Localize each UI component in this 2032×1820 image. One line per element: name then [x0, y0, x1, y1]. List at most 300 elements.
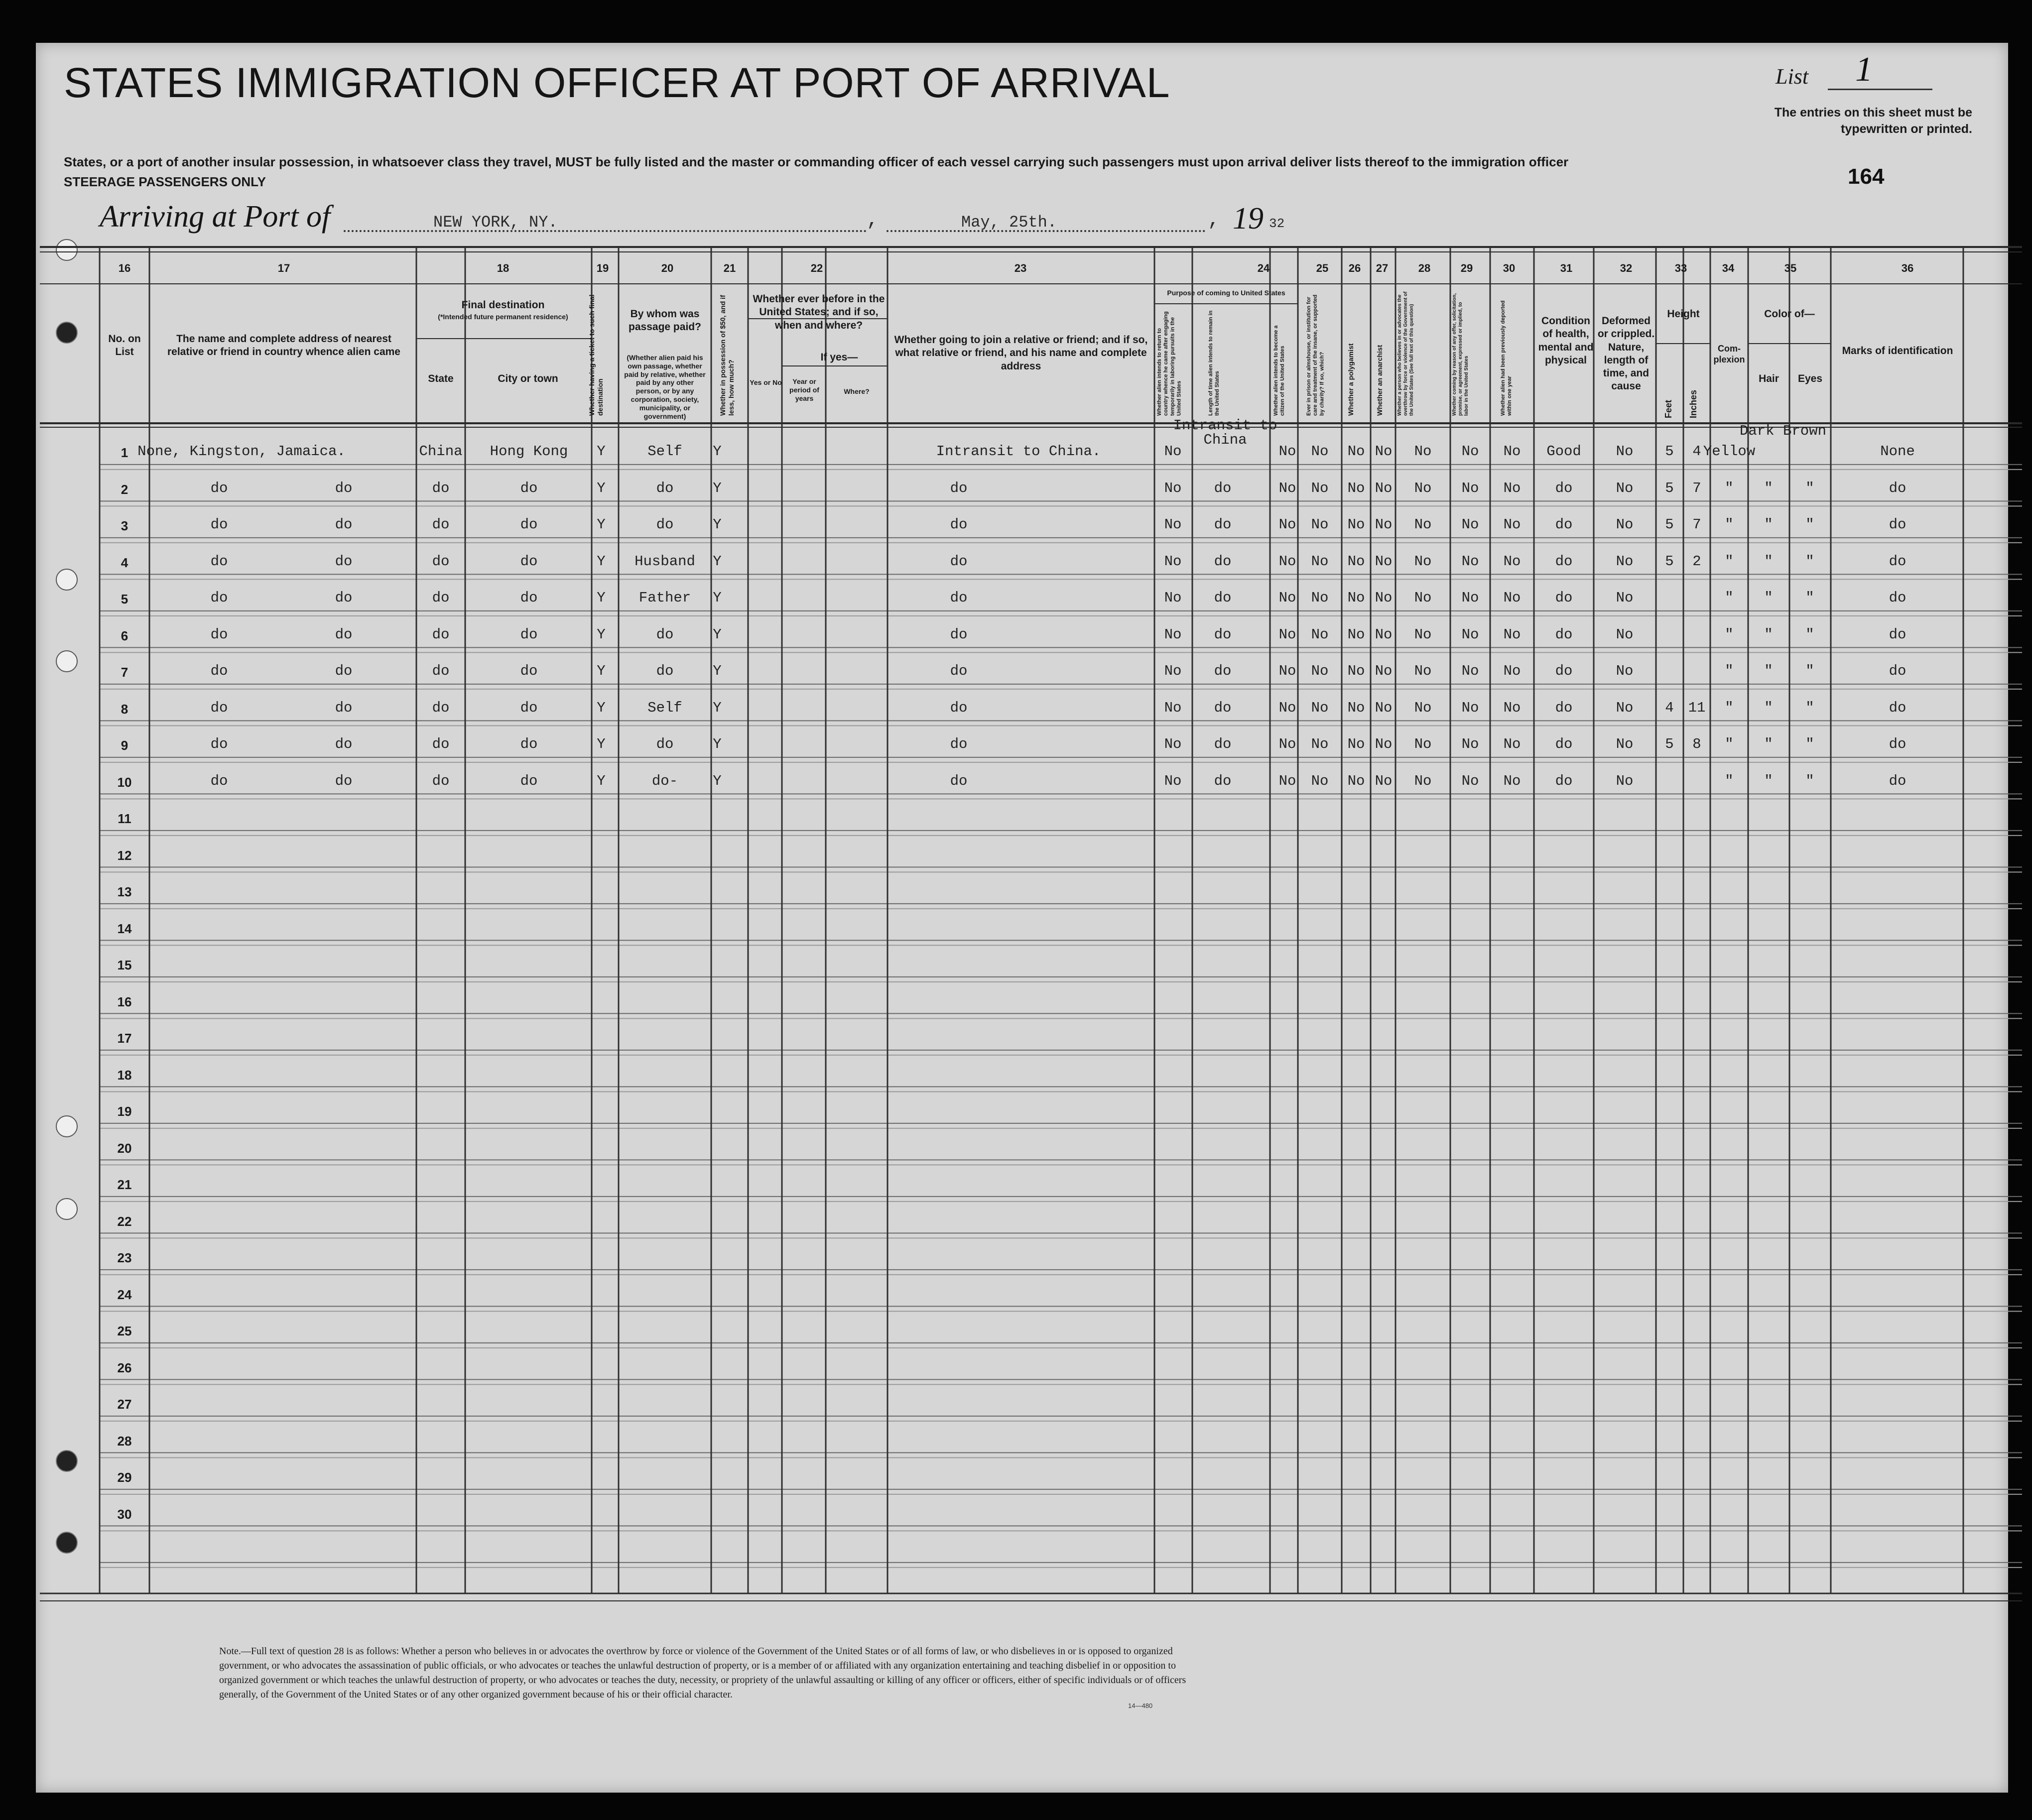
cell-q28: No — [1414, 626, 1432, 643]
header-purpose-b: Length of time alien intends to remain in the United States — [1208, 310, 1221, 416]
header-relative: The name and complete address of nearest relative or friend in country whence alien came — [167, 333, 400, 358]
cell-p-b: do — [1214, 516, 1232, 533]
cell-q28: No — [1414, 590, 1432, 606]
cell-inches: 2 — [1692, 553, 1701, 570]
row-number: 26 — [117, 1360, 132, 1375]
instructions-text: States, or a port of another insular possession, in whatsoever class they travel, MUST be fully listed and the master or commanding officer of each vessel carrying such passengers must upon arrival deliver lists thereof to the immigration officer — [64, 154, 1569, 169]
cell-fifty: Y — [713, 663, 722, 679]
cell-anarchist: No — [1375, 663, 1393, 679]
cell-city: Hong Kong — [490, 443, 568, 460]
cell-q28: No — [1414, 772, 1432, 789]
row-number: 15 — [117, 958, 132, 972]
cell-feet: 5 — [1665, 516, 1674, 533]
cell-hair: " — [1764, 480, 1773, 496]
header-if-yes: If yes— — [820, 352, 858, 363]
cell-prison: No — [1311, 516, 1329, 533]
cell-paid-by: Husband — [635, 553, 695, 570]
cell-eyes: " — [1805, 516, 1814, 533]
cell-q28: No — [1414, 516, 1432, 533]
col-num: 22 — [810, 262, 823, 274]
cell-p-a: No — [1164, 553, 1182, 570]
cell-complexion: " — [1725, 553, 1734, 570]
cell-q30: No — [1503, 553, 1521, 570]
cell-health: do — [1555, 736, 1573, 752]
cell-relative-name: do — [210, 663, 228, 679]
cell-eyes: " — [1805, 772, 1814, 789]
cell-paid-by: do — [656, 480, 674, 496]
cell-p-a: No — [1164, 443, 1182, 460]
header-q29: Whether coming by reason of any offer, solicitation, promise, or agreement, expressed or implied, to labor in the United States — [1452, 293, 1469, 416]
cell-eyes: " — [1805, 626, 1814, 643]
cell-p-c: No — [1278, 772, 1296, 789]
cell-prison: No — [1311, 736, 1329, 752]
row-number: 12 — [117, 848, 132, 863]
cell-p-c: No — [1278, 516, 1296, 533]
year-suffix: 32 — [1269, 216, 1285, 231]
header-prison: Ever in prison or almshouse, or institution for care and treatment of the insane, or supported by charity? If so, which? — [1306, 294, 1325, 416]
cell-prison: No — [1311, 626, 1329, 643]
cell-polygamist: No — [1347, 516, 1365, 533]
cell-prison: No — [1311, 699, 1329, 716]
cell-marks: do — [1889, 663, 1906, 679]
col-num: 27 — [1376, 262, 1389, 274]
cell-p-a: No — [1164, 590, 1182, 606]
cell-polygamist: No — [1347, 772, 1365, 789]
cell-marks: do — [1889, 626, 1906, 643]
cell-join: Intransit to China. — [936, 443, 1101, 460]
cell-polygamist: No — [1347, 736, 1365, 752]
row-number: 28 — [117, 1433, 132, 1449]
cell-relative-name: None, Kingston, Jamaica. — [137, 443, 346, 460]
cell-complexion: " — [1725, 480, 1734, 496]
cell-relative-addr: do — [335, 626, 353, 643]
cell-health: do — [1555, 516, 1573, 533]
col-num: 30 — [1503, 262, 1516, 274]
header-final-note: (*Intended future permanent residence) — [438, 313, 568, 321]
cell-marks: do — [1889, 772, 1906, 789]
header-paid-by-note: (Whether alien paid his own passage, whether paid by relative, whether paid by any other person, or by any corporation, society, municipality, or government) — [624, 354, 706, 420]
row-number: 25 — [117, 1324, 132, 1338]
cell-polygamist: No — [1347, 443, 1365, 460]
row-number: 4 — [121, 555, 128, 570]
cell-health: do — [1555, 772, 1573, 789]
cell-p-c: No — [1278, 480, 1296, 496]
cell-p-b: do — [1214, 480, 1232, 496]
cell-prison: No — [1311, 553, 1329, 570]
row-number: 18 — [117, 1067, 132, 1083]
cell-inches: 7 — [1692, 516, 1701, 533]
cell-deformed: No — [1616, 626, 1634, 643]
cell-paid-by: Self — [647, 443, 682, 460]
cell-inches: 7 — [1692, 480, 1701, 496]
cell-p-b: do — [1214, 626, 1232, 643]
header-purpose: Purpose of coming to United States — [1167, 289, 1285, 297]
cell-state: do — [432, 553, 450, 570]
list-label: List — [1776, 64, 1809, 89]
cell-join: do — [950, 516, 968, 533]
cell-health: do — [1555, 699, 1573, 716]
cell-complexion: " — [1725, 663, 1734, 679]
row-number: 13 — [117, 884, 132, 899]
col-num: 23 — [1014, 262, 1027, 274]
cell-p-c: No — [1278, 736, 1296, 752]
cell-inches: 11 — [1688, 699, 1706, 716]
cell-prison: No — [1311, 443, 1329, 460]
cell-state: do — [432, 772, 450, 789]
col-num: 16 — [118, 262, 131, 274]
cell-ticket: Y — [597, 699, 606, 716]
cell-health: do — [1555, 480, 1573, 496]
cell-p-a: No — [1164, 516, 1182, 533]
cell-city: do — [520, 772, 538, 789]
cell-q28: No — [1414, 736, 1432, 752]
cell-q29: No — [1461, 516, 1479, 533]
col-num: 25 — [1316, 262, 1329, 274]
cell-hair: " — [1764, 626, 1773, 643]
row-number: 14 — [117, 921, 132, 936]
cell-p-b: do — [1214, 772, 1232, 789]
cell-fifty: Y — [713, 590, 722, 606]
cell-deformed: No — [1616, 736, 1634, 752]
cell-q30: No — [1503, 736, 1521, 752]
cell-hair: " — [1764, 516, 1773, 533]
cell-paid-by: do — [656, 516, 674, 533]
cell-p-a: No — [1164, 663, 1182, 679]
page-title: STATES IMMIGRATION OFFICER AT PORT OF ARRIVAL — [64, 59, 1170, 106]
cell-polygamist: No — [1347, 480, 1365, 496]
cell-anarchist: No — [1375, 772, 1393, 789]
cell-p-b: do — [1214, 663, 1232, 679]
cell-relative-addr: do — [335, 480, 353, 496]
cell-join: do — [950, 699, 968, 716]
cell-join: do — [950, 590, 968, 606]
cell-anarchist: No — [1375, 553, 1393, 570]
cell-p-c: No — [1278, 699, 1296, 716]
header-yes-no: Yes or No — [750, 378, 782, 386]
cell-ticket: Y — [597, 590, 606, 606]
cell-p-a: No — [1164, 480, 1182, 496]
cell-fifty: Y — [713, 736, 722, 752]
cell-fifty: Y — [713, 553, 722, 570]
header-state: State — [428, 373, 454, 384]
cell-q29: No — [1461, 736, 1479, 752]
cell-prison: No — [1311, 772, 1329, 789]
cell-fifty: Y — [713, 480, 722, 496]
arriving-label: Arriving at Port of — [100, 200, 331, 234]
cell-polygamist: No — [1347, 663, 1365, 679]
cell-complexion: " — [1725, 516, 1734, 533]
cell-q29: No — [1461, 699, 1479, 716]
header-final-destination: Final destination — [461, 299, 545, 311]
row-number: 17 — [117, 1031, 132, 1046]
row-number: 5 — [121, 592, 128, 607]
cell-ticket: Y — [597, 480, 606, 496]
cell-prison: No — [1311, 663, 1329, 679]
cell-ticket: Y — [597, 626, 606, 643]
header-inches: Inches — [1688, 389, 1698, 418]
cell-p-c: No — [1278, 663, 1296, 679]
row-number: 10 — [117, 774, 132, 790]
header-complexion: Com- plexion — [1713, 344, 1745, 364]
cell-eyes: " — [1805, 699, 1814, 716]
row-number: 1 — [121, 445, 128, 460]
cell-feet: 5 — [1665, 443, 1674, 460]
cell-q29: No — [1461, 553, 1479, 570]
header-ticket: Whether having a ticket to such final destination — [588, 294, 604, 416]
col-num: 33 — [1674, 262, 1687, 274]
cell-eyes: " — [1805, 553, 1814, 570]
cell-complexion: " — [1725, 590, 1734, 606]
col-num: 31 — [1560, 262, 1573, 274]
cell-relative-name: do — [210, 480, 228, 496]
cell-state: do — [432, 626, 450, 643]
cell-q30: No — [1503, 626, 1521, 643]
cell-q28: No — [1414, 553, 1432, 570]
header-fifty: Whether in possession of $50, and if less, how much? — [719, 295, 735, 416]
cell-ticket: Y — [597, 553, 606, 570]
header-purpose-a: Whether alien intends to return to country whence he came after engaging temporarily in laboring pursuits in the United States — [1156, 311, 1182, 416]
cell-anarchist: No — [1375, 480, 1393, 496]
cell-eyes: " — [1805, 663, 1814, 679]
cell-p-c: No — [1278, 626, 1296, 643]
cell-health: do — [1555, 663, 1573, 679]
header-purpose-c: Whether alien intends to become a citizen of the United States — [1273, 325, 1286, 416]
cell-join: do — [950, 736, 968, 752]
port-value: NEW YORK, NY. — [433, 213, 558, 232]
cell-q29: No — [1461, 663, 1479, 679]
cell-hair: " — [1764, 699, 1773, 716]
cell-p-c: No — [1278, 443, 1296, 460]
header-q30: Whether alien had been previously deported within one year — [1500, 300, 1513, 416]
cell-state: China — [419, 443, 463, 460]
cell-complexion: Yellow — [1703, 443, 1756, 460]
cell-marks: None — [1880, 443, 1915, 460]
cell-p-b: do — [1214, 590, 1232, 606]
header-paid-by: By whom was passage paid? — [629, 308, 701, 333]
cell-deformed: No — [1616, 590, 1634, 606]
cell-ticket: Y — [597, 736, 606, 752]
sheet-number-stamp: 164 — [1848, 164, 1885, 189]
row-number: 29 — [117, 1470, 132, 1485]
cell-eyes: " — [1805, 590, 1814, 606]
row-number: 23 — [117, 1250, 132, 1265]
header-year: Year or period of years — [789, 377, 819, 402]
cell-join: do — [950, 626, 968, 643]
cell-health: Good — [1546, 443, 1581, 460]
cell-city: do — [520, 699, 538, 716]
row-number: 16 — [117, 994, 132, 1009]
cell-polygamist: No — [1347, 590, 1365, 606]
cell-deformed: No — [1616, 553, 1634, 570]
cell-polygamist: No — [1347, 626, 1365, 643]
cell-prison: No — [1311, 590, 1329, 606]
cell-ticket: Y — [597, 443, 606, 460]
cell-city: do — [520, 736, 538, 752]
form-number: 14—480 — [1128, 1702, 1153, 1709]
cell-city: do — [520, 663, 538, 679]
cell-q30: No — [1503, 772, 1521, 789]
cell-q29: No — [1461, 590, 1479, 606]
footnote-question-28: Note.—Full text of question 28 is as follows: Whether a person who believes in or advocates the overthrow by force or violence of the Government of the United States or of all forms of law, or who disbelieves in or is opposed to organized government, or who advocates the assassination of public officials, or who advocates or teaches the unlawful destruction of property, or is a member of or affiliated with any organization entertaining and teaching disbelief in or opposition to organized government or which teaches the unlawful destruction of property, or who advocates or teaches the duty, necessity, or propriety of the unlawful assaulting or killing of any officer or officers, either of specific individuals or of officers generally, of the Government of the United States or of any other organized government because of his or their official character. — [219, 1646, 1186, 1700]
row-number: 3 — [121, 518, 128, 533]
header-anarchist: Whether an anarchist — [1376, 345, 1384, 416]
row-number: 8 — [121, 701, 128, 717]
row-number: 2 — [121, 482, 128, 497]
cell-city: do — [520, 480, 538, 496]
cell-deformed: No — [1616, 443, 1634, 460]
header-deformed: Deformed or crippled. Nature, length of time, and cause — [1597, 315, 1655, 392]
row-number: 19 — [117, 1104, 132, 1119]
list-number: 1 — [1855, 50, 1873, 89]
cell-fifty: Y — [713, 443, 722, 460]
cell-fifty: Y — [713, 699, 722, 716]
col-num: 28 — [1418, 262, 1431, 274]
cell-q30: No — [1503, 516, 1521, 533]
cell-q30: No — [1503, 699, 1521, 716]
cell-q29: No — [1461, 772, 1479, 789]
col-num: 36 — [1901, 262, 1914, 274]
cell-q29: No — [1461, 443, 1479, 460]
row-number: 21 — [117, 1177, 132, 1192]
cell-ticket: Y — [597, 772, 606, 789]
cell-city: do — [520, 626, 538, 643]
cell-p-a: No — [1164, 699, 1182, 716]
cell-health: do — [1555, 590, 1573, 606]
cell-hair: " — [1764, 772, 1773, 789]
cell-marks: do — [1889, 480, 1906, 496]
cell-deformed: No — [1616, 516, 1634, 533]
cell-city: do — [520, 590, 538, 606]
year-prefix: 19 — [1233, 202, 1264, 236]
cell-relative-name: do — [210, 736, 228, 752]
cell-anarchist: No — [1375, 736, 1393, 752]
cell-p-a: No — [1164, 626, 1182, 643]
col-num: 17 — [277, 262, 290, 274]
row-number: 30 — [117, 1506, 132, 1522]
cell-feet: 5 — [1665, 480, 1674, 496]
col-num: 32 — [1620, 262, 1633, 274]
cell-p-b: Intransit to China — [1173, 417, 1277, 448]
cell-relative-name: do — [210, 553, 228, 570]
header-height: Height — [1667, 308, 1700, 320]
cell-paid-by: Father — [638, 590, 691, 606]
col-num: 29 — [1460, 262, 1473, 274]
cell-eyes: " — [1805, 480, 1814, 496]
header-join: Whether going to join a relative or friend; and if so, what relative or friend, and his name and complete address — [894, 334, 1148, 372]
cell-health: do — [1555, 626, 1573, 643]
col-num: 24 — [1257, 262, 1270, 274]
cell-q28: No — [1414, 480, 1432, 496]
header-no-on-list: No. on List — [108, 333, 141, 358]
cell-p-b: do — [1214, 553, 1232, 570]
header-polygamist: Whether a polygamist — [1347, 343, 1355, 416]
cell-paid-by: do — [656, 626, 674, 643]
cell-p-c: No — [1278, 590, 1296, 606]
cell-anarchist: No — [1375, 443, 1393, 460]
cell-anarchist: No — [1375, 516, 1393, 533]
header-city: City or town — [498, 373, 558, 384]
cell-marks: do — [1889, 590, 1906, 606]
header-color-of: Color of— — [1764, 308, 1815, 320]
cell-inches: 8 — [1692, 736, 1701, 752]
header-condition: Condition of health, mental and physical — [1538, 315, 1594, 366]
cell-deformed: No — [1616, 663, 1634, 679]
cell-feet: 4 — [1665, 699, 1674, 716]
cell-q28: No — [1414, 699, 1432, 716]
cell-state: do — [432, 736, 450, 752]
cell-inches: 4 — [1692, 443, 1701, 460]
cell-hair: Dark Brown — [1739, 423, 1827, 439]
cell-relative-addr: do — [335, 772, 353, 789]
cell-complexion: " — [1725, 772, 1734, 789]
cell-state: do — [432, 480, 450, 496]
col-num: 26 — [1348, 262, 1361, 274]
cell-relative-name: do — [210, 772, 228, 789]
cell-fifty: Y — [713, 626, 722, 643]
row-number: 24 — [117, 1287, 132, 1302]
cell-relative-name: do — [210, 590, 228, 606]
cell-city: do — [520, 553, 538, 570]
row-number: 20 — [117, 1140, 132, 1156]
date-value: May, 25th. — [961, 213, 1057, 232]
cell-relative-addr: do — [335, 736, 353, 752]
cell-relative-name: do — [210, 626, 228, 643]
cell-paid-by: do — [656, 663, 674, 679]
cell-q30: No — [1503, 480, 1521, 496]
cell-paid-by: do- — [651, 772, 678, 789]
col-num: 21 — [723, 262, 736, 274]
cell-state: do — [432, 516, 450, 533]
header-where: Where? — [844, 387, 870, 395]
cell-hair: " — [1764, 736, 1773, 752]
row-number: 9 — [121, 738, 128, 753]
cell-marks: do — [1889, 699, 1906, 716]
cell-deformed: No — [1616, 699, 1634, 716]
cell-relative-name: do — [210, 516, 228, 533]
cell-complexion: " — [1725, 626, 1734, 643]
cell-p-a: No — [1164, 772, 1182, 789]
row-number: 11 — [118, 811, 131, 826]
header-q28: Whether a person who believes in or advocates the overthrow by force or violence of the Government of the United States (See full text of this question) — [1397, 291, 1414, 416]
cell-relative-addr: do — [335, 516, 353, 533]
cell-q28: No — [1414, 443, 1432, 460]
cell-marks: do — [1889, 553, 1906, 570]
cell-complexion: " — [1725, 736, 1734, 752]
cell-state: do — [432, 663, 450, 679]
header-marks: Marks of identification — [1842, 345, 1953, 357]
cell-p-b: do — [1214, 736, 1232, 752]
cell-prison: No — [1311, 480, 1329, 496]
col-num: 20 — [661, 262, 674, 274]
cell-deformed: No — [1616, 480, 1634, 496]
cell-city: do — [520, 516, 538, 533]
cell-ticket: Y — [597, 663, 606, 679]
cell-q30: No — [1503, 590, 1521, 606]
cell-ticket: Y — [597, 516, 606, 533]
steerage-label: STEERAGE PASSENGERS ONLY — [64, 174, 266, 189]
cell-p-c: No — [1278, 553, 1296, 570]
cell-q29: No — [1461, 626, 1479, 643]
row-number: 22 — [117, 1213, 132, 1229]
cell-hair: " — [1764, 553, 1773, 570]
cell-feet: 5 — [1665, 736, 1674, 752]
col-num: 35 — [1784, 262, 1797, 274]
cell-join: do — [950, 553, 968, 570]
cell-hair: " — [1764, 663, 1773, 679]
cell-state: do — [432, 699, 450, 716]
cell-feet: 5 — [1665, 553, 1674, 570]
header-eyes: Eyes — [1797, 373, 1823, 384]
